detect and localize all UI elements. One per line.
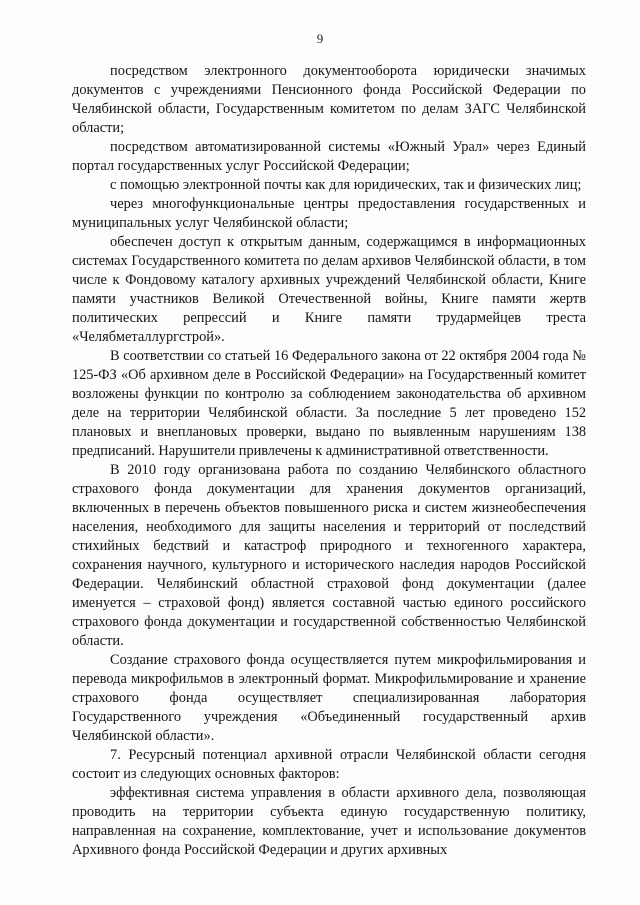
paragraph-federal-law: В соответствии со статьей 16 Федерального закона от 22 октября 2004 года № 125-ФЗ «Об архивном деле в Российской Федерации» на Государственный комитет возложены функции по контролю за соблюдением законодательства об архивном деле на территории Челябинской области. За последние 5 лет проведено 152 плановых и внеплановых проверки, выдано по выявленным нарушениям 138 предписаний. Нарушители привлечены к административной ответственности. [72,348,586,459]
paragraph-open-data: обеспечен доступ к открытым данным, содержащимся в информационных системах Государственного комитета по делам архивов Челябинской области, в том числе к Фондовому каталогу архивных учреждений Челябинской области, Книге памяти участников Великой Отечественной войны, Книге памяти жертв политических репрессий и Книге памяти трудармейцев треста «Челябметаллургстрой». [72,234,586,345]
paragraph-resource-potential: 7. Ресурсный потенциал архивной отрасли Челябинской области сегодня состоит из следующих основных факторов: [72,747,586,782]
paragraph-mfc: через многофункциональные центры предоставления государственных и муниципальных услуг Челябинской области; [72,196,586,231]
page-number: 9 [316,31,324,46]
paragraph-microfilming: Создание страхового фонда осуществляется путем микрофильмирования и перевода микрофильмов в электронный формат. Микрофильмирование и хранение страхового фонда осуществляет специализированная лаборатория Государственного учреждения «Объединенный государственный архив Челябинской области». [72,652,586,744]
paragraph-south-ural-system: посредством автоматизированной системы «Южный Урал» через Единый портал государственных услуг Российской Федерации; [72,139,586,174]
paragraph-edo: посредством электронного документооборота юридически значимых документов с учреждениями Пенсионного фонда Российской Федерации по Челябинской области, Государственным комитетом по делам ЗАГС Челябинской области; [72,63,586,136]
paragraph-management-system: эффективная система управления в области архивного дела, позволяющая проводить на территории субъекта единую государственную политику, направленная на сохранение, комплектование, учет и использование документов Архивного фонда Российской Федерации и других архивных [72,785,586,858]
document-body [72,62,586,860]
paragraph-insurance-fund: В 2010 году организована работа по созданию Челябинского областного страхового фонда документации для хранения документов организаций, включенных в перечень объектов повышенного риска и систем жизнеобеспечения населения, необходимого для защиты населения и территорий от последствий стихийных бедствий и катастроф природного и техногенного характера, сохранения научного, культурного и исторического наследия народов Российской Федерации. Челябинский областной страховой фонд документации (далее именуется – страховой фонд) является составной частью единого российского страхового фонда документации и государственной собственностью Челябинской области. [72,462,586,649]
paragraph-email: с помощью электронной почты как для юридических, так и физических лиц; [110,177,582,193]
